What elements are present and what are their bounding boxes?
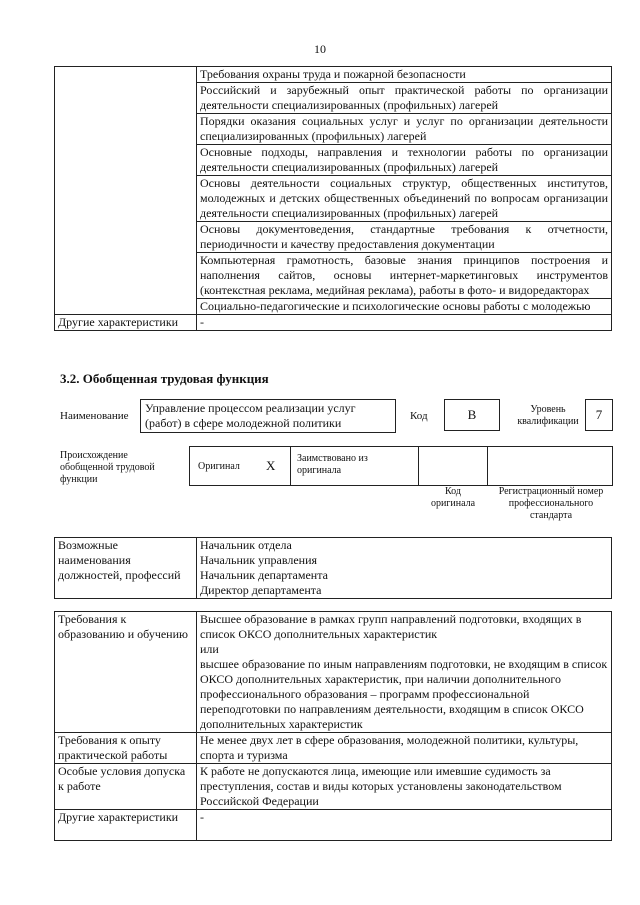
list-item: Начальник отдела	[200, 538, 292, 552]
original-cell	[189, 446, 291, 486]
original-label: Оригинал	[198, 461, 240, 472]
level-label	[512, 404, 584, 428]
section-title: 3.2. Обобщенная трудовая функция	[60, 371, 269, 386]
text-line: Высшее образование в рамках групп направлений подготовки, входящих в список ОКСО дополнительных характеристик	[200, 612, 582, 641]
table-cell: Основные подходы, направления и технологии работы по организации деятельности специализированных (профильных) лагерей	[197, 145, 612, 176]
code-value-box: B	[444, 399, 500, 431]
experience-value: Не менее двух лет в сфере образования, молодежной политики, культуры, спорта и туризма	[197, 733, 612, 764]
text-line: или	[200, 642, 219, 656]
positions-label: Возможные наименования должностей, профессий	[55, 538, 197, 599]
table-row	[55, 315, 612, 331]
list-item: Начальник управления	[200, 553, 318, 567]
list-item: Директор департамента	[200, 583, 322, 597]
code-original-caption: Код оригинала	[430, 486, 476, 509]
list-item: Начальник департамента	[200, 568, 328, 582]
other-label: Другие характеристики	[55, 810, 197, 841]
function-name-box: Управление процессом реализации услуг (работ) в сфере молодежной политики	[140, 399, 396, 433]
level-label-line: Уровень	[530, 404, 566, 415]
education-value	[197, 612, 612, 733]
other-value: -	[197, 810, 612, 841]
text-line: высшее образование по иным направлениям подготовки, не входящим в список ОКСО дополнительных характеристик, при наличии дополнительного профессионального образования – программ профессиональной переподготовки по направлениям деятельности, входящим в список ОКСО дополнительных характеристик	[200, 657, 608, 731]
table-cell: Социально-педагогические и психологические основы работы с молодежью	[197, 299, 612, 315]
origin-label: Происхождение обобщенной трудовой функции	[60, 450, 155, 485]
other-characteristics-value: -	[197, 315, 612, 331]
table-cell: Основы документоведения, стандартные требования к отчетности, периодичности и качеству предоставления документации	[197, 222, 612, 253]
empty-label-cell	[55, 67, 197, 315]
original-code-cell	[418, 446, 488, 486]
level-value-box: 7	[585, 399, 613, 431]
level-label-line: квалификации	[517, 416, 579, 427]
requirements-table	[54, 611, 612, 841]
table-row	[55, 810, 612, 841]
table-cell: Требования охраны труда и пожарной безопасности	[197, 67, 612, 83]
table-row	[55, 67, 612, 83]
original-mark: X	[266, 458, 276, 473]
table-cell: Основы деятельности социальных структур, общественных институтов, молодежных и детских общественных объединений по вопросам организации деятельности специализированных (профильных) лагерей	[197, 176, 612, 222]
table-row	[55, 764, 612, 810]
admission-value: К работе не допускаются лица, имеющие или имевшие судимость за преступления, состав и виды которых установлены законодательством Российской Федерации	[197, 764, 612, 810]
education-label: Требования к образованию и обучению	[55, 612, 197, 733]
positions-table	[54, 537, 612, 599]
regnum-cell	[487, 446, 613, 486]
table-cell: Российский и зарубежный опыт практической работы по организации деятельности специализированных (профильных) лагерей	[197, 83, 612, 114]
positions-list	[197, 538, 612, 599]
table-row	[55, 538, 612, 599]
knowledge-table	[54, 66, 612, 331]
code-label: Код	[410, 410, 428, 422]
admission-label: Особые условия допуска к работе	[55, 764, 197, 810]
borrowed-cell	[290, 446, 419, 486]
table-row	[55, 612, 612, 733]
other-characteristics-label: Другие характеристики	[55, 315, 197, 331]
regnum-caption: Регистрационный номер профессионального стандарта	[498, 486, 604, 521]
page-number: 10	[314, 42, 326, 56]
name-label: Наименование	[60, 410, 129, 422]
table-row	[55, 733, 612, 764]
table-cell: Порядки оказания социальных услуг и услуг по организации деятельности специализированных (профильных) лагерей	[197, 114, 612, 145]
borrowed-label: Заимствовано из оригинала	[297, 453, 368, 476]
table-cell: Компьютерная грамотность, базовые знания принципов построения и наполнения сайтов, основы интернет-маркетинговых инструментов (контекстная реклама, медийная реклама), работы в фото- и видоредакторах	[197, 253, 612, 299]
experience-label: Требования к опыту практической работы	[55, 733, 197, 764]
